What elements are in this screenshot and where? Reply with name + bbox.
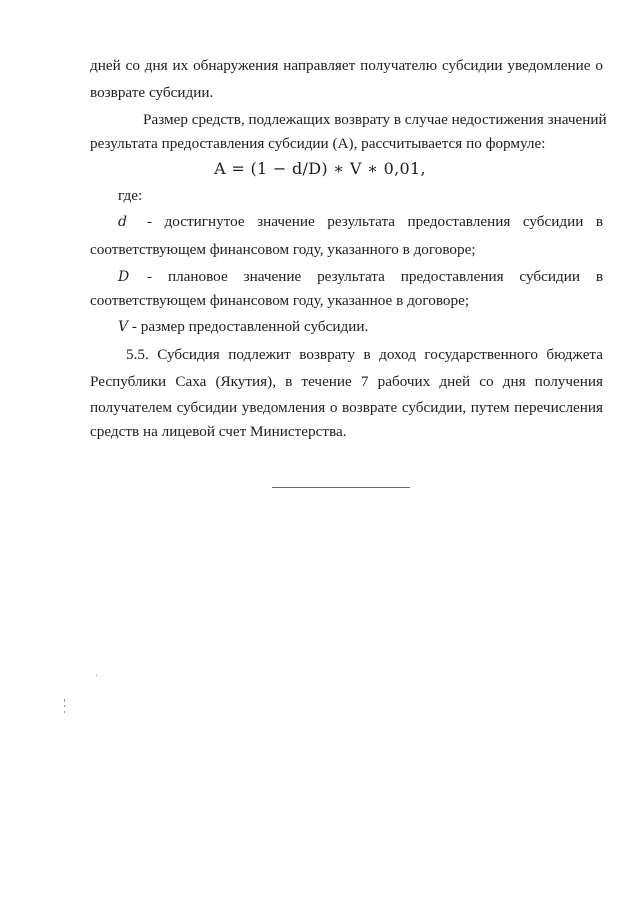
paragraph-line: возврате субсидии. [90, 84, 214, 101]
paragraph-line: соответствующем финансовом году, указанное в договоре; [90, 292, 470, 309]
variable-symbol: d [118, 214, 127, 230]
definition-line [118, 213, 603, 231]
variable-symbol: D [118, 269, 130, 285]
paragraph-line: дней со дня их обнаружения направляет получателю субсидии уведомление о [90, 57, 603, 74]
definition-text: - размер предоставленной субсидии. [131, 318, 369, 335]
scan-speck [64, 711, 65, 713]
end-divider [272, 487, 410, 488]
definition-line [118, 318, 368, 336]
definition-line [118, 268, 603, 286]
definition-text: - достигнутое значение результата предоставления субсидии в [147, 213, 603, 230]
variable-symbol: V [118, 319, 129, 335]
paragraph-line: средств на лицевой счет Министерства. [90, 423, 347, 440]
paragraph-line: Республики Саха (Якутия), в течение 7 рабочих дней со дня получения [90, 373, 603, 390]
scan-speck [64, 705, 65, 707]
scan-speck [96, 675, 97, 676]
paragraph-line: получателем субсидии уведомления о возврате субсидии, путем перечисления [90, 399, 603, 416]
paragraph-line: 5.5. Субсидия подлежит возврату в доход государственного бюджета [126, 346, 603, 363]
paragraph-line: соответствующем финансовом году, указанного в договоре; [90, 241, 476, 258]
definition-text: - плановое значение результата предоставления субсидии в [147, 268, 603, 285]
paragraph-line: где: [118, 187, 143, 204]
paragraph-line: Размер средств, подлежащих возврату в случае недостижения значений [143, 111, 607, 128]
paragraph-line: результата предоставления субсидии (А), рассчитывается по формуле: [90, 135, 546, 152]
scan-speck [64, 699, 65, 702]
formula: A = (1 − d/D) ∗ V ∗ 0,01, [214, 159, 426, 178]
